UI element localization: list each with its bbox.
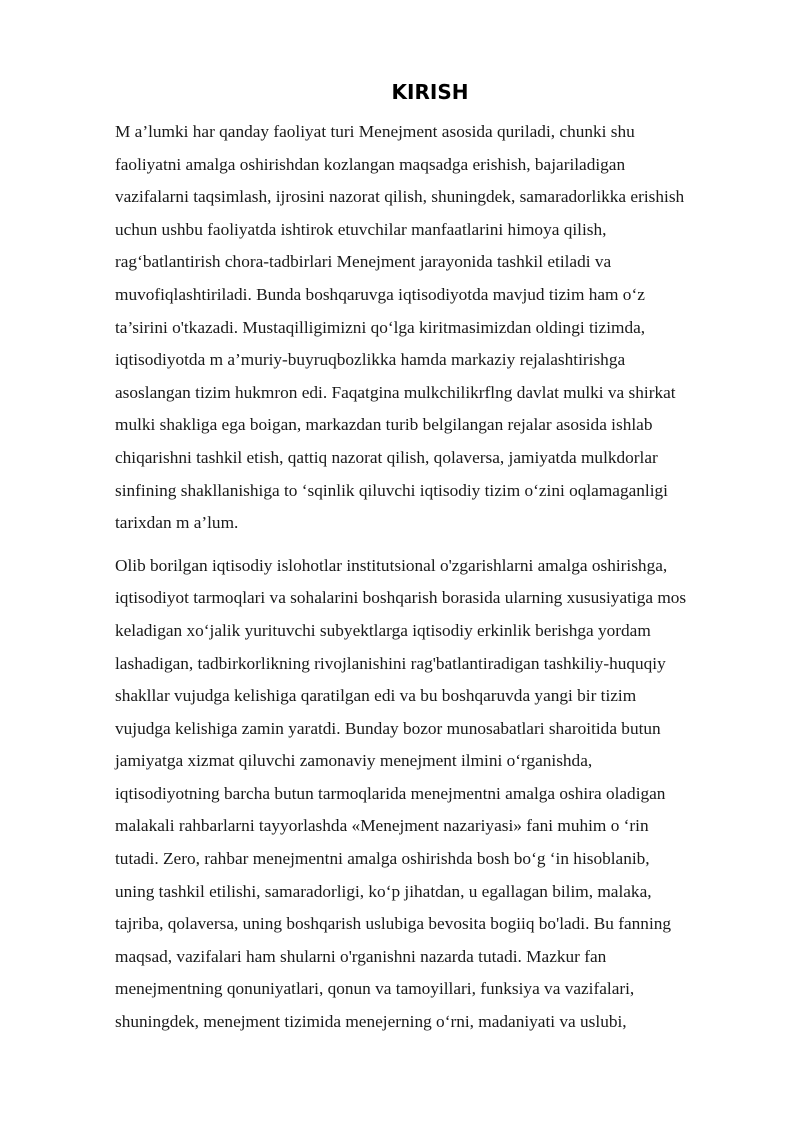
text-line: iqtisodiyot tarmoqlari va sohalarini boshqarish borasida ularning xususiyatiga mos xyxy=(115,588,687,608)
text-line: rag‘batlantirish chora-tadbirlari Menejment jarayonida tashkil etiladi va xyxy=(115,252,612,272)
text-line: shakllar vujudga kelishiga qaratilgan edi va bu boshqaruvda yangi bir tizim xyxy=(115,686,637,706)
text-line: iqtisodiyotda m a’muriy-buyruqbozlikka hamda markaziy rejalashtirishga xyxy=(115,350,626,370)
text-line: jamiyatga xizmat qiluvchi zamonaviy menejment ilmini o‘rganishda, xyxy=(115,751,593,771)
text-line: sinfining shakllanishiga to ‘sqinlik qiluvchi iqtisodiy tizim o‘zini oqlamaganligi xyxy=(115,480,668,500)
text-line: iqtisodiyotning barcha butun tarmoqlarida menejmentni amalga oshira oladigan xyxy=(115,783,666,803)
text-line: asoslangan tizim hukmron edi. Faqatgina mulkchilikrflng davlat mulki va shirkat xyxy=(115,382,676,402)
text-line: chiqarishni tashkil etish, qattiq nazorat qilish, qolaversa, jamiyatda mulkdorlar xyxy=(115,447,658,467)
text-line: malakali rahbarlarni tayyorlashda «Menejment nazariyasi» fani muhim o ‘rin xyxy=(115,816,649,836)
text-line: vujudga kelishiga zamin yaratdi. Bunday bozor munosabatlari sharoitida butun xyxy=(115,718,661,738)
text-line: tajriba, qolaversa, uning boshqarish uslubiga bevosita bogiiq bo'ladi. Bu fanning xyxy=(115,914,672,934)
text-line: shuningdek, menejment tizimida menejerning o‘rni, madaniyati va uslubi, xyxy=(115,1012,627,1032)
text-line: ta’sirini o'tkazadi. Mustaqilligimizni qo‘lga kiritmasimizdan oldingi tizimda, xyxy=(115,317,646,337)
paragraph-2 xyxy=(115,550,745,1039)
text-line: tutadi. Zero, rahbar menejmentni amalga oshirishda bosh bo‘g ‘in hisoblanib, xyxy=(115,849,650,869)
text-line: tarixdan m a’lum. xyxy=(115,513,239,533)
text-line: Olib borilgan iqtisodiy islohotlar institutsional o'zgarishlarni amalga oshirishga, xyxy=(115,555,668,575)
text-line: maqsad, vazifalari ham shularni o'rganishni nazarda tutadi. Mazkur fan xyxy=(115,946,607,966)
text-line: vazifalarni taqsimlash, ijrosini nazorat qilish, shuningdek, samaradorlikka erishish xyxy=(115,187,685,207)
text-line: mulki shakliga ega boigan, markazdan turib belgilangan rejalar asosida ishlab xyxy=(115,415,653,435)
text-line: faoliyatni amalga oshirishdan kozlangan maqsadga erishish, bajariladigan xyxy=(115,154,626,174)
text-line: lashadigan, tadbirkorlikning rivojlanishini rag'batlantiradigan tashkiliy-huquqiy xyxy=(115,653,666,673)
text-line: keladigan xo‘jalik yurituvchi subyektlarga iqtisodiy erkinlik berishga yordam xyxy=(115,620,651,640)
text-line: menejmentning qonuniyatlari, qonun va tamoyillari, funksiya va vazifalari, xyxy=(115,979,635,999)
text-line: M a’lumki har qanday faoliyat turi Menejment asosida quriladi, chunki shu xyxy=(115,122,635,141)
text-line: uchun ushbu faoliyatda ishtirok etuvchilar manfaatlarini himoya qilish, xyxy=(115,219,607,239)
paragraph-1 xyxy=(115,116,745,540)
text-line: uning tashkil etilishi, samaradorligi, ko‘p jihatdan, u egallagan bilim, malaka, xyxy=(115,881,652,901)
page-title: KIRISH xyxy=(391,80,469,104)
document-body xyxy=(115,116,745,1049)
text-line: muvofiqlashtiriladi. Bunda boshqaruvga iqtisodiyotda mavjud tizim ham o‘z xyxy=(115,284,645,304)
